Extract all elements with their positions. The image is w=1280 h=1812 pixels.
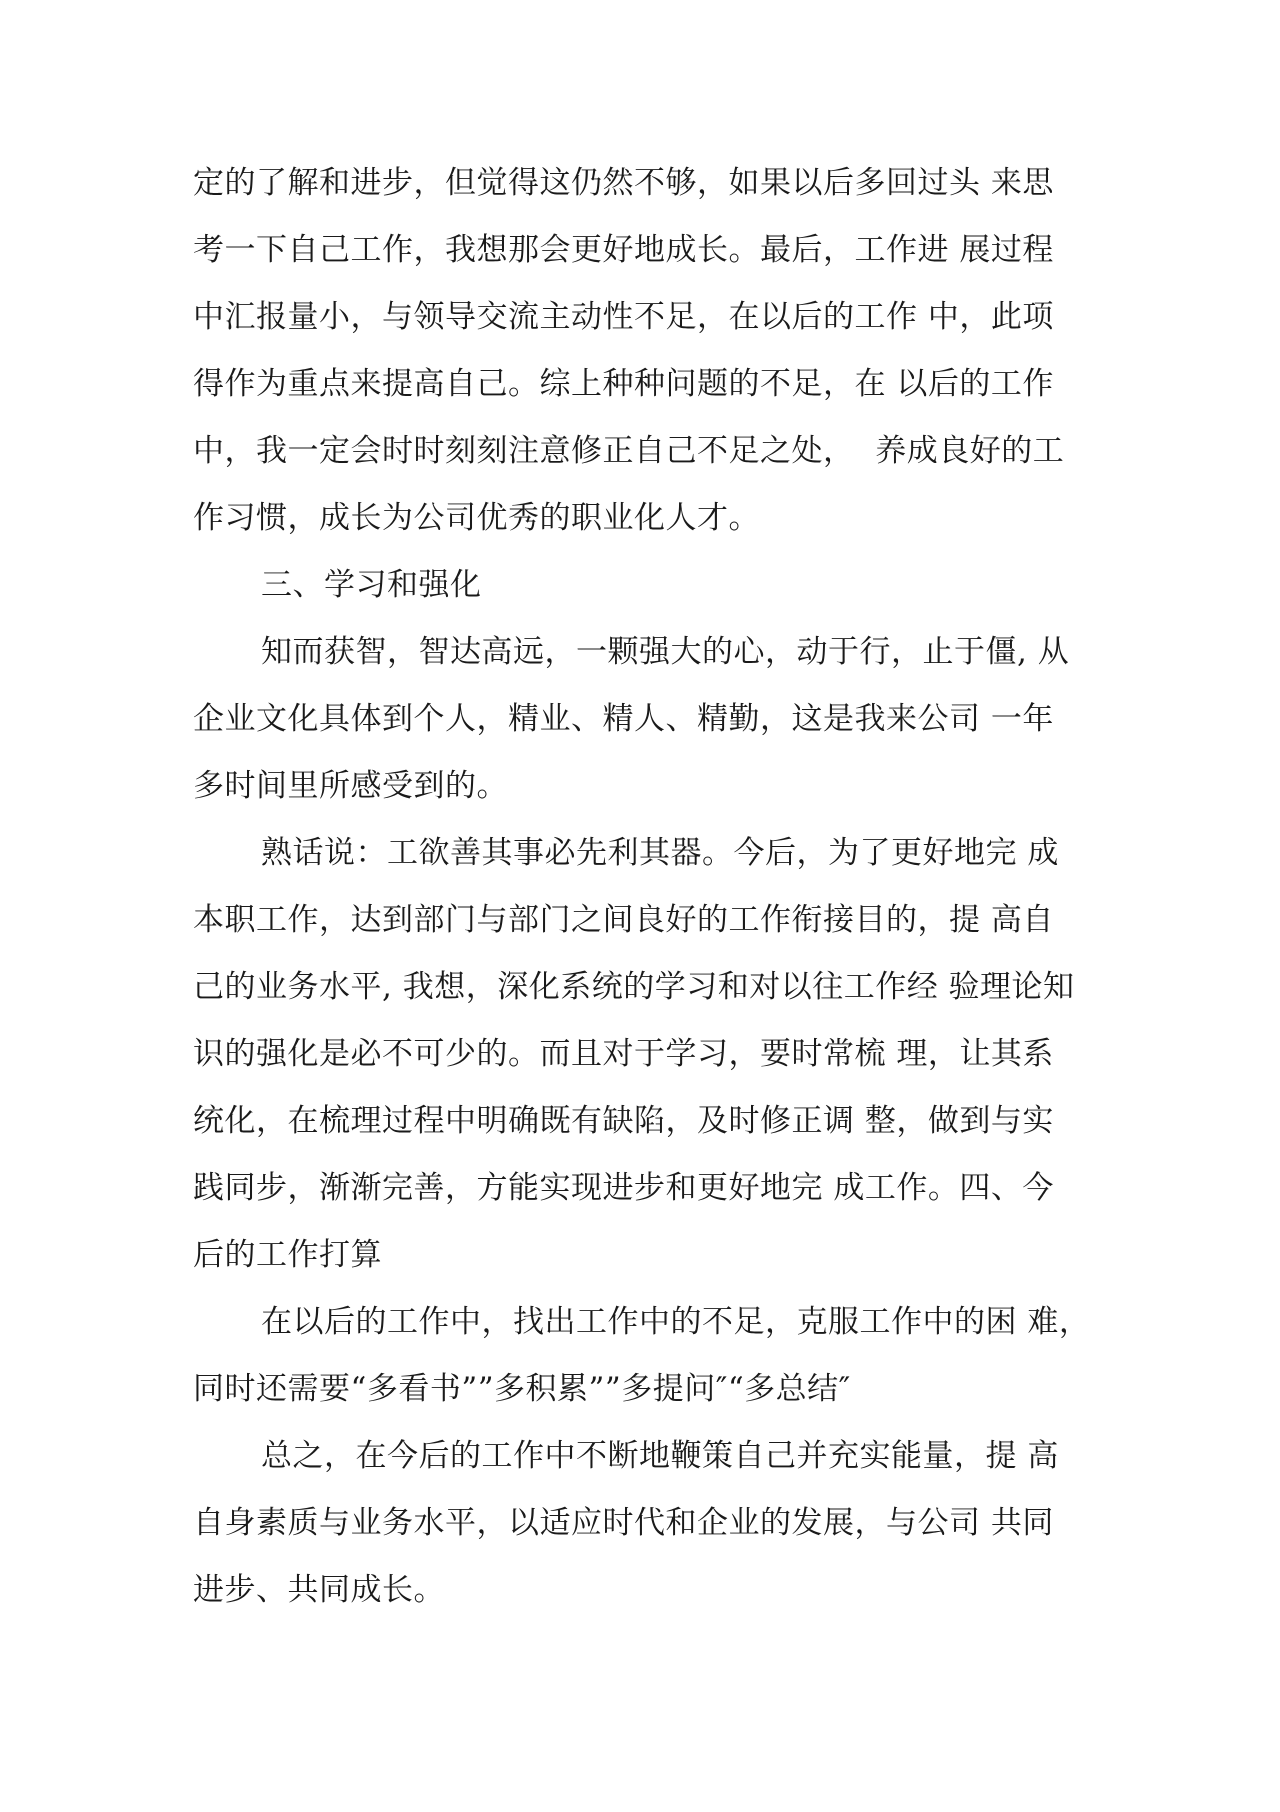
text-line: 作习惯，成长为公司优秀的职业化人才。 [193, 500, 760, 536]
text-line: 自身素质与业务水平，以适应时代和企业的发展，与公司 共同 [193, 1505, 1054, 1541]
paragraph-start: 总之，在今后的工作中不断地鞭策自己并充实能量，提 高 [261, 1438, 1059, 1474]
document-body [193, 150, 1093, 1624]
text-line: 企业文化具体到个人，精业、精人、精勤，这是我来公司 一年 [193, 701, 1054, 737]
text-line: 进步、共同成长。 [193, 1572, 445, 1608]
text-line: 定的了解和进步，但觉得这仍然不够，如果以后多回过头 来思 [193, 165, 1054, 201]
text-line: 中汇报量小，与领导交流主动性不足，在以后的工作 中，此项 [193, 299, 1054, 335]
text-line: 识的强化是必不可少的。而且对于学习，要时常梳 理，让其系 [193, 1036, 1054, 1072]
text-line: 得作为重点来提高自己。综上种种问题的不足，在 以后的工作 [193, 366, 1054, 402]
text-line: 己的业务水平, 我想，深化系统的学习和对以往工作经 验理论知 [193, 969, 1075, 1005]
section-heading: 三、学习和强化 [261, 567, 482, 603]
text-line: 后的工作打算 [193, 1237, 382, 1273]
paragraph-start: 在以后的工作中，找出工作中的不足，克服工作中的困 难， [261, 1304, 1091, 1340]
text-line: 中，我一定会时时刻刻注意修正自己不足之处， 养成良好的工 [193, 433, 1065, 469]
paragraph-start: 熟话说：工欲善其事必先利其器。今后，为了更好地完 成 [261, 835, 1059, 871]
text-line: 统化，在梳理过程中明确既有缺陷，及时修正调 整，做到与实 [193, 1103, 1054, 1139]
text-line: 本职工作，达到部门与部门之间良好的工作衔接目的，提 高自 [193, 902, 1054, 938]
text-line: 考一下自己工作，我想那会更好地成长。最后，工作进 展过程 [193, 232, 1054, 268]
text-line: 践同步，渐渐完善，方能实现进步和更好地完 成工作。四、今 [193, 1170, 1054, 1206]
text-line: 多时间里所感受到的。 [193, 768, 508, 804]
paragraph-start: 知而获智，智达高远，一颗强大的心，动于行，止于僵, 从 [261, 634, 1070, 670]
text-line: 同时还需要“多看书””多积累””多提问″“多总结″ [193, 1371, 851, 1407]
